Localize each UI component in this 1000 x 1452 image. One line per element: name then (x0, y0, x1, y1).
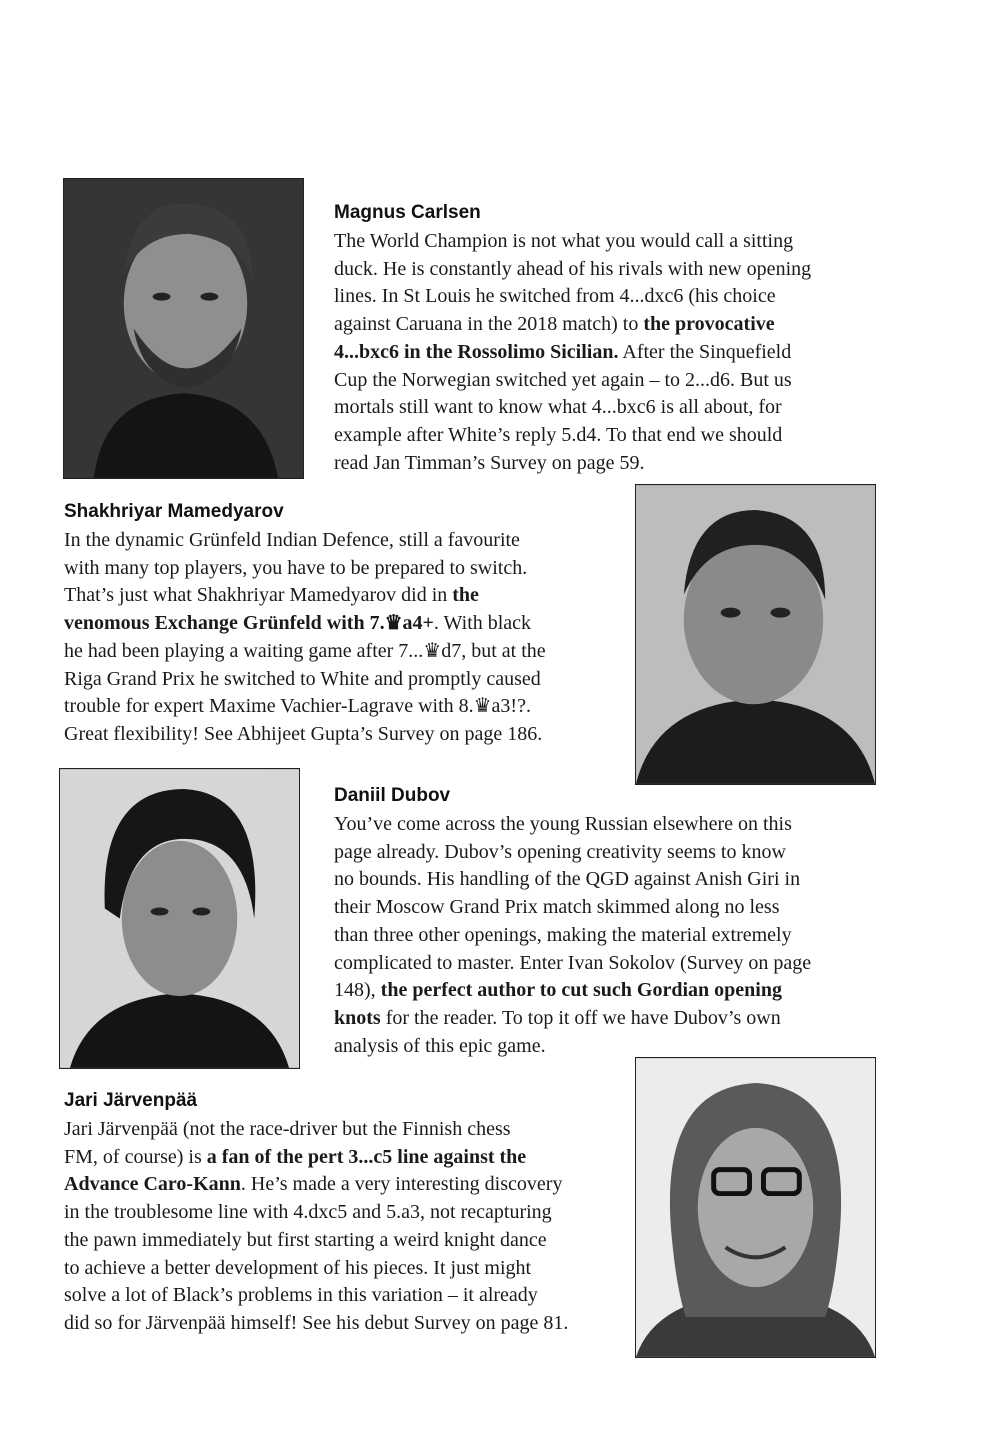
section-paragraph (64, 1116, 629, 1338)
section-paragraph (334, 811, 894, 1060)
shakhriyar-mamedyarov-section (64, 500, 624, 749)
shakhriyar-mamedyarov-photo (635, 484, 876, 785)
text-run-bold: the venomous Exchange Grünfeld with 7.♛a4+ (64, 584, 479, 635)
text-run: The World Champion is not what you would call a sitting duck. He is constantly ahead of his rivals with new opening lines. In St Louis he switched from 4...dxc6 (his choice against Caruana in the 2018 match) to (334, 230, 812, 336)
text-run: for the reader. To top it off we have Dubov’s own analysis of this epic game. (334, 1006, 781, 1057)
text-run: In the dynamic Grünfeld Indian Defence, still a favourite with many top players, you have to be prepared to switch. That’s just what Shakhriyar Mamedyarov did in (64, 529, 528, 607)
magnus-carlsen-photo (63, 178, 304, 479)
text-run-bold: a fan of the pert 3...c5 line against the Advance Caro-Kann (64, 1145, 527, 1196)
portrait-image (636, 485, 875, 784)
daniil-dubov-section (334, 784, 894, 1060)
section-heading: Magnus Carlsen (334, 202, 481, 223)
jari-jarvenpaa-section (64, 1089, 629, 1338)
portrait-image (636, 1058, 875, 1357)
magnus-carlsen-section (334, 201, 894, 477)
text-run-bold: the provocative 4...bxc6 in the Rossolimo Sicilian. (334, 313, 775, 363)
jari-jarvenpaa-photo (635, 1057, 876, 1358)
text-run-bold: the perfect author to cut such Gordian opening knots (334, 979, 782, 1029)
text-run: . He’s made a very interesting discovery in the troublesome line with 4.dxc5 and 5.a3, not recapturing the pawn immediately but first starting a weird knight dance to achieve a better development of his pieces. It just might solve a lot of Black’s problems in this variation – it already did so for Järvenpää himself! See his debut Survey on page 81. (64, 1173, 569, 1334)
text-run: After the Sinquefield Cup the Norwegian switched yet again – to 2...d6. But us mortals still want to know what 4...bxc6 is all about, for example after White’s reply 5.d4. To that end we should read Jan Timman’s Survey on page 59. (334, 340, 792, 474)
text-run: . With black he had been playing a waiting game after 7...♛d7, but at the Riga Grand Prix he switched to White and promptly caused trouble for expert Maxime Vachier-Lagrave with 8.♛a3!?. Great flexibility! See Abhijeet Gupta’s Survey on page 186. (64, 612, 546, 745)
section-paragraph (334, 228, 894, 477)
text-run: Jari Järvenpää (not the race-driver but the Finnish chess FM, of course) is (64, 1118, 511, 1168)
section-paragraph (64, 527, 624, 749)
section-heading: Shakhriyar Mamedyarov (64, 501, 284, 522)
portrait-image (64, 179, 303, 478)
section-heading: Jari Järvenpää (64, 1090, 198, 1111)
portrait-image (60, 769, 299, 1068)
daniil-dubov-photo (59, 768, 300, 1069)
section-heading: Daniil Dubov (334, 785, 451, 806)
text-run: You’ve come across the young Russian elsewhere on this page already. Dubov’s opening creativity seems to know no bounds. His handling of the QGD against Anish Giri in their Moscow Grand Prix match skimmed along no less than three other openings, making the material extremely complicated to master. Enter Ivan Sokolov (Survey on page 148), (334, 813, 812, 1002)
